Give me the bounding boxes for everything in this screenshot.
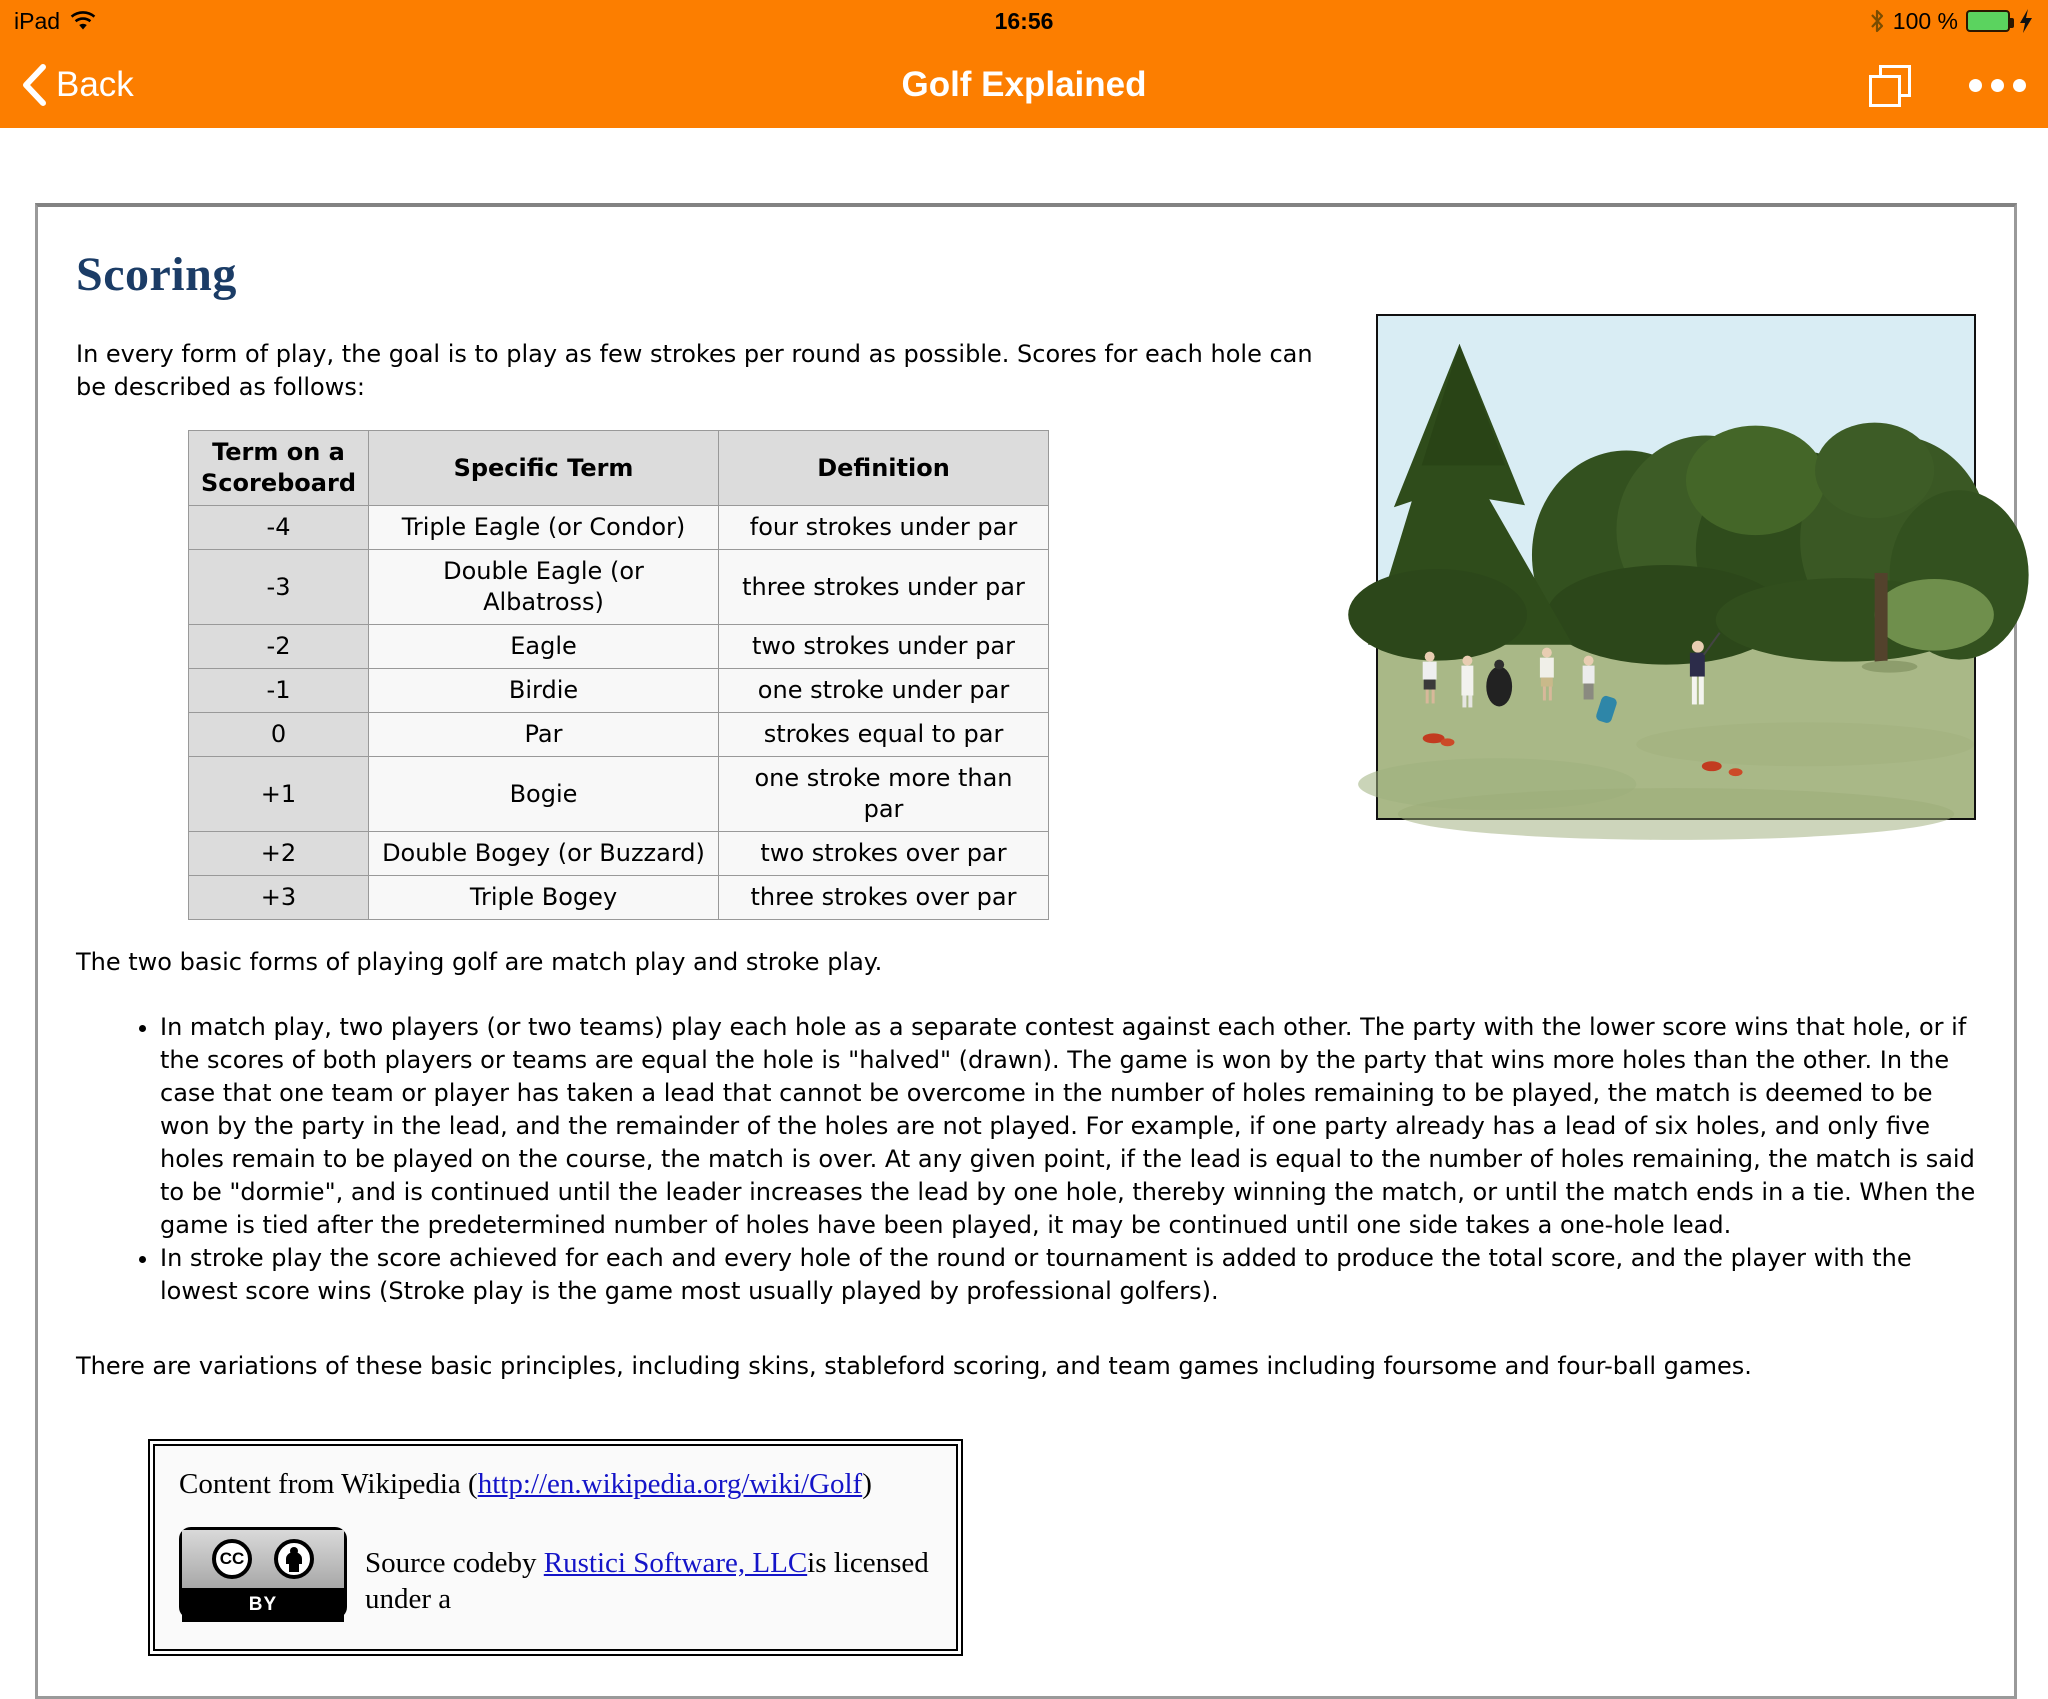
scoring-table xyxy=(188,430,1049,920)
page-heading: Scoring xyxy=(76,248,237,301)
forms-paragraph: The two basic forms of playing golf are match play and stroke play. xyxy=(76,948,883,976)
app-header xyxy=(0,0,2048,128)
cc-badge-label: BY xyxy=(182,1588,344,1622)
table-row: -1 Birdie one stroke under par xyxy=(189,669,1049,713)
page-title-nav: Golf Explained xyxy=(901,65,1147,104)
device-label: iPad xyxy=(14,7,61,34)
col-header-term: Term on a Scoreboard xyxy=(189,431,369,506)
table-row: -2 Eagle two strokes under par xyxy=(189,625,1049,669)
table-header-row xyxy=(189,431,1049,506)
bluetooth-icon xyxy=(1869,8,1885,34)
cc-by-license-badge xyxy=(179,1527,347,1619)
rustici-software-link[interactable]: Rustici Software, LLC xyxy=(543,1547,808,1579)
content-area xyxy=(0,128,2048,1699)
play-forms-list xyxy=(76,1011,1976,1308)
pages-icon[interactable] xyxy=(1865,59,1917,111)
battery-icon xyxy=(1966,10,2010,32)
table-row: 0 Par strokes equal to par xyxy=(189,713,1049,757)
intro-paragraph: In every form of play, the goal is to play as few strokes per round as possible. Scores for each hole can be described as follows: xyxy=(76,340,1313,401)
back-label: Back xyxy=(56,65,134,104)
license-box xyxy=(148,1439,963,1656)
nav-bar xyxy=(0,42,2048,128)
status-bar xyxy=(0,0,2048,42)
table-row: -3 Double Eagle (or Albatross) three strokes under par xyxy=(189,550,1049,625)
battery-percent: 100 % xyxy=(1892,7,1958,34)
cc-attribution-person-icon xyxy=(274,1539,314,1579)
table-row: -4 Triple Eagle (or Condor) four strokes under par xyxy=(189,506,1049,550)
golf-course-photo xyxy=(1376,314,1976,820)
lesson-card xyxy=(35,203,2017,1699)
variations-paragraph: There are variations of these basic principles, including skins, stableford scoring, and team games including foursome and four-ball games. xyxy=(76,1352,1752,1380)
status-time: 16:56 xyxy=(994,7,1054,34)
col-header-specific: Specific Term xyxy=(369,431,719,506)
table-row: +1 Bogie one stroke more than par xyxy=(189,757,1049,832)
wikipedia-link[interactable]: http://en.wikipedia.org/wiki/Golf xyxy=(477,1468,863,1500)
source-attribution: Source codeby Rustici Software, LLCis licensed under a xyxy=(365,1547,929,1615)
cc-logo-icon: CC xyxy=(212,1539,252,1579)
table-row: +2 Double Bogey (or Buzzard) two strokes over par xyxy=(189,832,1049,876)
list-item-stroke-play: • In stroke play the score achieved for each and every hole of the round or tournament is added to produce the total score, and the player with the lowest score wins (Stroke play is the game most usually played by professional golfers). xyxy=(160,1242,1976,1308)
list-item-match-play: • In match play, two players (or two teams) play each hole as a separate contest against each other. The party with the lower score wins that hole, or if the scores of both players or teams are equal the hole is "halved" (drawn). The game is won by the party that wins more holes than the other. In the case that one team or player has taken a lead that cannot be overcome in the number of holes remaining to be played, the match is deemed to be won by the party in the lead, and the remainder of the holes are not played. For example, if one party already has a lead of six holes, and only five holes remain to be played on the course, the match is over. At any given point, if the lead is equal to the number of holes remaining, the match is said to be "dormie", and is continued until the leader increases the lead by one hole, thereby winning the match, or until the match ends in a tie. When the game is tied after the predetermined number of holes have been played, it may be continued until one side takes a one-hole lead. xyxy=(160,1011,1976,1242)
col-header-definition: Definition xyxy=(719,431,1049,506)
ellipsis-icon[interactable] xyxy=(1969,79,2026,92)
charging-bolt-icon xyxy=(2018,8,2034,34)
table-row: +3 Triple Bogey three strokes over par xyxy=(189,876,1049,920)
wikipedia-attribution: Content from Wikipedia (http://en.wikipedia.org/wiki/Golf) xyxy=(179,1468,872,1500)
